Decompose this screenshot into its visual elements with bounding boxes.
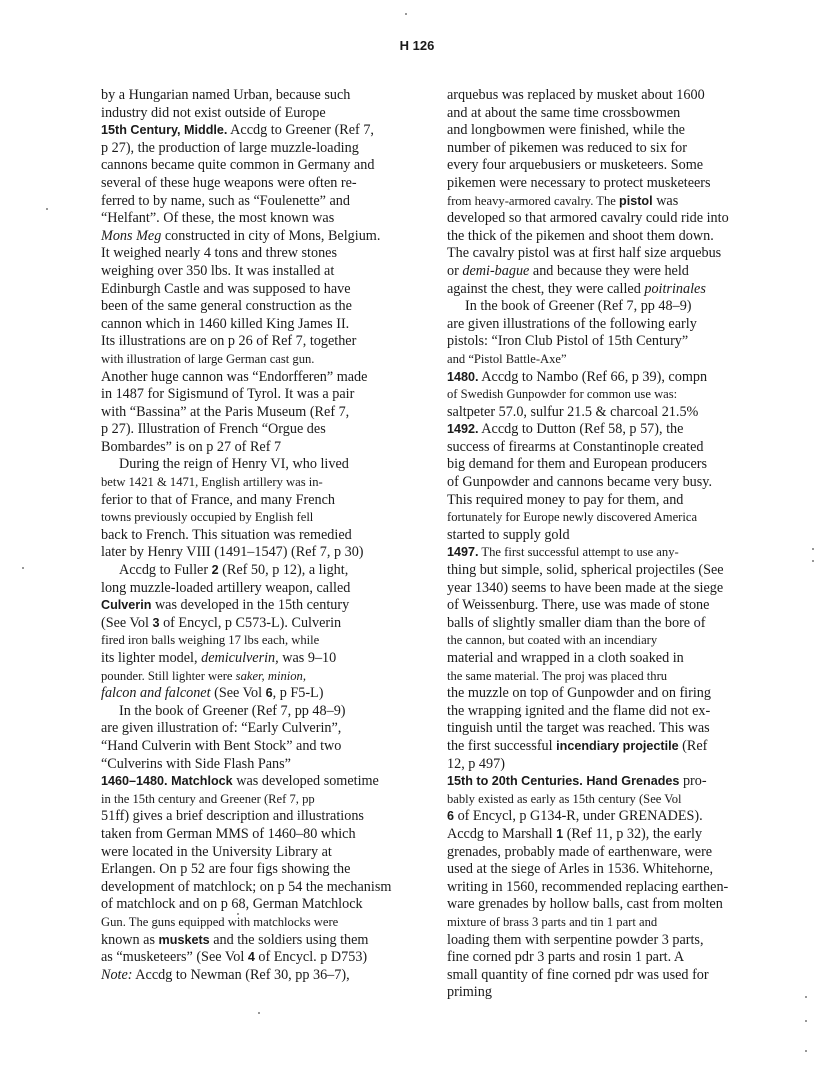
text-line <box>101 333 419 351</box>
text-line <box>101 932 419 950</box>
text-line <box>101 456 419 474</box>
text-run: Accdg to Nambo (Ref 66, p 39), compn <box>478 368 708 385</box>
text-line <box>101 756 419 774</box>
text-run: material and wrapped in a cloth soaked in <box>447 650 684 666</box>
text-line <box>101 738 419 756</box>
text-run: loading them with serpentine powder 3 parts, <box>447 931 704 948</box>
text-line <box>447 140 792 158</box>
text-run: used at the siege of Arles in 1536. Whitehorne, <box>447 861 714 878</box>
text-run: and at about the same time crossbowmen <box>447 104 681 121</box>
text-line <box>447 492 792 510</box>
text-line <box>101 386 419 404</box>
text-line <box>447 650 792 668</box>
text-line <box>101 193 419 211</box>
text-line <box>447 967 792 985</box>
text-run: pounder. Still lighter were <box>101 668 236 683</box>
text-line <box>101 105 419 123</box>
text-run: ware grenades by hollow balls, cast from molten <box>447 896 723 913</box>
text-run: the muzzle on top of Gunpowder and on firing <box>447 685 711 702</box>
text-line <box>447 404 792 422</box>
text-line <box>101 914 419 932</box>
text-line <box>447 949 792 967</box>
scan-speck <box>805 996 807 998</box>
text-run: 1492. <box>447 422 479 437</box>
text-run: in 1487 for Sigismund of Tyrol. It was a pair <box>101 386 355 403</box>
text-line <box>101 597 419 615</box>
text-line <box>447 580 792 598</box>
text-run: 15th Century, Middle. <box>101 123 228 138</box>
text-run: are given illustration of: “Early Culverin”, <box>101 720 342 737</box>
text-line <box>447 861 792 879</box>
text-run: was <box>652 192 679 209</box>
text-run: pro- <box>679 773 707 790</box>
text-line <box>101 351 419 369</box>
text-line <box>447 122 792 140</box>
text-run: weighing over 350 lbs. It was installed at <box>101 262 335 279</box>
text-run: known as <box>101 931 159 948</box>
text-line <box>447 703 792 721</box>
text-line <box>101 615 419 633</box>
text-line <box>101 175 419 193</box>
text-line <box>447 826 792 844</box>
text-line <box>447 509 792 527</box>
text-run: The first successful attempt to use any- <box>478 545 679 560</box>
text-run: falcon and falconet <box>101 685 211 702</box>
text-line <box>101 562 419 580</box>
text-run: 15th to 20th Centuries. <box>447 774 583 789</box>
text-line <box>101 509 419 527</box>
text-line <box>447 474 792 492</box>
text-run: the thick of the pikemen and shoot them down. <box>447 227 714 244</box>
scan-speck <box>258 1012 260 1014</box>
text-run: taken from German MMS of 1460–80 which <box>101 825 356 842</box>
text-line <box>447 527 792 545</box>
text-run: poitrinales <box>644 280 706 297</box>
text-line <box>101 967 419 985</box>
text-line <box>101 298 419 316</box>
text-run: Mons Meg <box>101 227 162 244</box>
text-run: of Gunpowder and cannons became very busy. <box>447 474 713 491</box>
text-run: writing in 1560, recommended replacing earthen- <box>447 878 729 895</box>
text-line <box>101 527 419 545</box>
text-run: balls of slightly smaller diam than the bore of <box>447 614 706 631</box>
text-run: of matchlock and on p 68, German Matchlock <box>101 896 363 913</box>
text-line <box>447 773 792 791</box>
right-text-column <box>447 87 792 1002</box>
text-run: Accdg to Marshall <box>447 825 557 842</box>
text-run: incendiary projectile <box>556 738 679 753</box>
text-run: was developed in the 15th century <box>151 597 350 614</box>
text-run: tinguish until the target was reached. This was <box>447 720 710 737</box>
scan-speck <box>812 560 814 562</box>
text-run: In the book of Greener (Ref 7, pp 48–9) <box>119 702 346 719</box>
text-run: “Helfant”. Of these, the most known was <box>101 210 335 227</box>
text-run: back to French. This situation was remedied <box>101 526 352 543</box>
text-run: Accdg to Dutton (Ref 58, p 57), the <box>478 421 684 438</box>
text-line <box>447 562 792 580</box>
text-line <box>101 492 419 510</box>
text-run: grenades, probably made of earthenware, were <box>447 843 713 860</box>
text-run: success of firearms at Constantinople created <box>447 438 704 455</box>
text-run: mixture of brass 3 parts and tin 1 part and <box>447 914 658 929</box>
text-run: of Encycl, p G134-R, under GRENADES). <box>454 808 703 825</box>
text-run: priming <box>447 984 492 1001</box>
text-run: Accdg to Greener (Ref 7, <box>227 122 374 139</box>
text-run: and longbowmen were finished, while the <box>447 122 685 139</box>
text-line <box>447 369 792 387</box>
text-run: (Ref <box>678 737 708 754</box>
text-run: The cavalry pistol was at first half size arquebus <box>447 245 722 262</box>
text-line <box>101 826 419 844</box>
text-run: Edinburgh Castle and was supposed to have <box>101 280 351 297</box>
text-run: ferior to that of France, and many French <box>101 491 336 508</box>
text-line <box>447 544 792 562</box>
text-line <box>101 474 419 492</box>
text-run: 12, p 497) <box>447 755 505 772</box>
text-run: Gun. The guns equipped with matchlocks were <box>101 914 339 929</box>
text-run: During the reign of Henry VI, who lived <box>119 456 349 473</box>
text-run: (See Vol <box>101 614 153 631</box>
text-run: the first successful <box>447 737 557 754</box>
text-line <box>447 298 792 316</box>
text-line <box>447 421 792 439</box>
text-run: and “Pistol Battle-Axe” <box>447 351 567 366</box>
left-text-column <box>101 87 419 984</box>
text-line <box>447 316 792 334</box>
text-run: small quantity of fine corned pdr was used for <box>447 966 709 983</box>
text-run: thing but simple, solid, spherical projectiles (See <box>447 562 724 579</box>
scan-speck <box>237 913 239 915</box>
scan-speck <box>805 1050 807 1052</box>
scan-speck <box>805 1020 807 1022</box>
text-run: was developed sometime <box>232 773 379 790</box>
text-line <box>101 263 419 281</box>
text-line <box>101 844 419 862</box>
text-run: Note: <box>101 966 133 983</box>
text-line <box>447 228 792 246</box>
text-line <box>101 685 419 703</box>
text-run: the same material. The proj was placed thru <box>447 668 668 683</box>
text-run: its lighter model, <box>101 650 202 666</box>
text-line <box>447 914 792 932</box>
text-run: long muzzle-loaded artillery weapon, called <box>101 579 351 596</box>
text-run: and the soldiers using them <box>209 931 369 948</box>
text-run: several of these huge weapons were often re- <box>101 174 357 191</box>
text-line <box>447 456 792 474</box>
text-line <box>101 228 419 246</box>
text-run: p 27). Illustration of French “Orgue des <box>101 421 326 438</box>
text-line <box>447 756 792 774</box>
text-run: the wrapping ignited and the flame did not ex- <box>447 702 711 719</box>
text-line <box>101 668 419 686</box>
text-run: started to supply gold <box>447 526 570 543</box>
text-line <box>101 87 419 105</box>
text-run: fired iron balls weighing 17 lbs each, while <box>101 633 320 648</box>
text-line <box>447 245 792 263</box>
text-run: 1497. <box>447 545 479 560</box>
text-run: of Swedish Gunpowder for common use was: <box>447 387 678 402</box>
text-run: with illustration of large German cast gun. <box>101 351 315 366</box>
text-run: 1480. <box>447 369 479 384</box>
text-run: “Culverins with Side Flash Pans” <box>101 755 291 772</box>
text-run: and because they were held <box>529 262 689 279</box>
text-line <box>101 949 419 967</box>
text-line <box>447 615 792 633</box>
text-run: in the 15th century and Greener (Ref 7, pp <box>101 791 315 806</box>
text-line <box>447 932 792 950</box>
scan-speck <box>812 548 814 550</box>
text-line <box>101 122 419 140</box>
text-line <box>447 685 792 703</box>
scan-speck <box>22 567 24 569</box>
text-line <box>101 369 419 387</box>
text-run: (Ref 11, p 32), the early <box>563 825 703 842</box>
text-run: Accdg to Fuller <box>119 562 212 579</box>
text-run: of Encycl. p D753) <box>254 949 368 966</box>
text-run: 4 <box>247 950 255 965</box>
text-run: “Hand Culverin with Bent Stock” and two <box>101 737 342 754</box>
text-run: Bombardes” is on p 27 of Ref 7 <box>101 438 282 455</box>
text-run: arquebus was replaced by musket about 1600 <box>447 87 705 103</box>
text-line <box>447 175 792 193</box>
text-run: p 27), the production of large muzzle-loading <box>101 139 359 156</box>
text-run: of Encycl, p C573-L). Culverin <box>159 614 342 631</box>
text-run: 51ff) gives a brief description and illustrations <box>101 808 364 825</box>
text-run: pistols: “Iron Club Pistol of 15th Century” <box>447 333 689 350</box>
text-line <box>101 773 419 791</box>
text-line <box>101 896 419 914</box>
text-run: Culverin <box>101 598 152 613</box>
text-run: pistol <box>619 193 653 208</box>
text-run: from heavy-armored cavalry. The <box>447 193 620 208</box>
text-run: constructed in city of Mons, Belgium. <box>161 227 381 244</box>
text-line <box>101 580 419 598</box>
text-line <box>101 808 419 826</box>
text-line <box>447 984 792 1002</box>
text-line <box>101 140 419 158</box>
text-run: of Weissenburg. There, use was made of stone <box>447 597 710 614</box>
text-line <box>101 879 419 897</box>
text-line <box>101 544 419 562</box>
text-run: pikemen were necessary to protect musketeers <box>447 174 711 191</box>
text-line <box>447 105 792 123</box>
text-run: later by Henry VIII (1491–1547) (Ref 7, p 30) <box>101 544 364 561</box>
scan-speck <box>405 13 407 15</box>
page-number: H 126 <box>399 38 435 53</box>
text-run: number of pikemen was reduced to six for <box>447 139 687 156</box>
text-run: fine corned pdr 3 parts and rosin 1 part. A <box>447 949 685 966</box>
text-run: development of matchlock; on p 54 the mechanism <box>101 878 392 895</box>
text-run: as “musketeers” (See Vol <box>101 949 248 966</box>
text-run: were located in the University Library at <box>101 843 332 860</box>
text-line <box>101 210 419 228</box>
text-run: , p F5-L) <box>272 685 324 702</box>
text-run: cannons became quite common in Germany and <box>101 157 375 174</box>
text-run: the cannon, but coated with an incendiary <box>447 633 658 648</box>
text-run: muskets <box>158 932 210 947</box>
text-run: Accdg to Newman (Ref 30, pp 36–7), <box>132 966 350 983</box>
text-run: Its illustrations are on p 26 of Ref 7, together <box>101 333 357 350</box>
text-run: saltpeter 57.0, sulfur 21.5 & charcoal 21.5% <box>447 403 699 420</box>
text-line <box>101 650 419 668</box>
text-line <box>101 404 419 422</box>
text-line <box>447 791 792 809</box>
scan-speck <box>46 208 48 210</box>
text-line <box>447 210 792 228</box>
text-line <box>101 245 419 263</box>
text-line <box>447 597 792 615</box>
text-line <box>101 861 419 879</box>
text-run: It weighed nearly 4 tons and threw stones <box>101 245 338 262</box>
text-run: 1 <box>556 826 564 841</box>
text-line <box>447 668 792 686</box>
text-run: This required money to pay for them, and <box>447 491 684 508</box>
text-run: are given illustrations of the following early <box>447 315 697 332</box>
text-line <box>447 333 792 351</box>
text-line <box>101 791 419 809</box>
text-run: 6 <box>265 686 273 701</box>
text-run: 3 <box>152 615 160 630</box>
text-line <box>101 157 419 175</box>
text-line <box>447 879 792 897</box>
text-line <box>447 738 792 756</box>
text-line <box>101 703 419 721</box>
text-run: Erlangen. On p 52 are four figs showing the <box>101 861 351 878</box>
text-run: demi-bague <box>462 262 530 279</box>
text-line <box>447 808 792 826</box>
text-run: cannon which in 1460 killed King James II. <box>101 315 350 332</box>
text-run: ferred to by name, such as “Foulenette” and <box>101 192 350 209</box>
text-run: Hand Grenades <box>586 774 680 789</box>
text-run: 1460–1480. <box>101 774 168 789</box>
text-line <box>447 386 792 404</box>
text-line <box>101 316 419 334</box>
text-run: (See Vol <box>210 685 266 702</box>
text-line <box>447 632 792 650</box>
text-line <box>447 720 792 738</box>
text-run: towns previously occupied by English fell <box>101 510 314 525</box>
text-run: against the chest, they were called <box>447 280 645 297</box>
text-run: developed so that armored cavalry could ride into <box>447 210 729 227</box>
text-run: Matchlock <box>171 774 233 789</box>
text-line <box>101 632 419 650</box>
text-line <box>447 87 792 105</box>
text-run: was 9–10 <box>278 650 337 666</box>
text-run: (Ref 50, p 12), a light, <box>218 562 349 579</box>
text-line <box>447 193 792 211</box>
text-line <box>101 281 419 299</box>
text-run: been of the same general construction as the <box>101 298 352 315</box>
text-run: betw 1421 & 1471, English artillery was in- <box>101 475 323 490</box>
text-line <box>447 351 792 369</box>
text-run: demiculverin, <box>201 650 279 666</box>
text-run: fortunately for Europe newly discovered America <box>447 510 698 525</box>
text-run: In the book of Greener (Ref 7, pp 48–9) <box>465 298 692 315</box>
text-line <box>447 263 792 281</box>
text-run: Another huge cannon was “Endorfferen” made <box>101 368 368 385</box>
text-run: every four arquebusiers or musketeers. Some <box>447 157 704 174</box>
text-run: with “Bassina” at the Paris Museum (Ref 7, <box>101 403 350 420</box>
text-run: 6 <box>447 809 455 824</box>
text-run: bably existed as early as 15th century (See Vol <box>447 791 682 806</box>
text-line <box>101 439 419 457</box>
text-run: saker, minion, <box>235 668 306 683</box>
text-line <box>447 157 792 175</box>
text-run: big demand for them and European producers <box>447 456 708 473</box>
text-run: 2 <box>211 563 219 578</box>
text-line <box>101 720 419 738</box>
text-run: or <box>447 262 463 279</box>
text-line <box>447 896 792 914</box>
text-line <box>447 281 792 299</box>
text-line <box>447 844 792 862</box>
text-run: industry did not exist outside of Europe <box>101 104 326 121</box>
text-line <box>447 439 792 457</box>
text-run: by a Hungarian named Urban, because such <box>101 87 351 103</box>
text-line <box>101 421 419 439</box>
text-run: year 1340) seems to have been made at the siege <box>447 579 724 596</box>
